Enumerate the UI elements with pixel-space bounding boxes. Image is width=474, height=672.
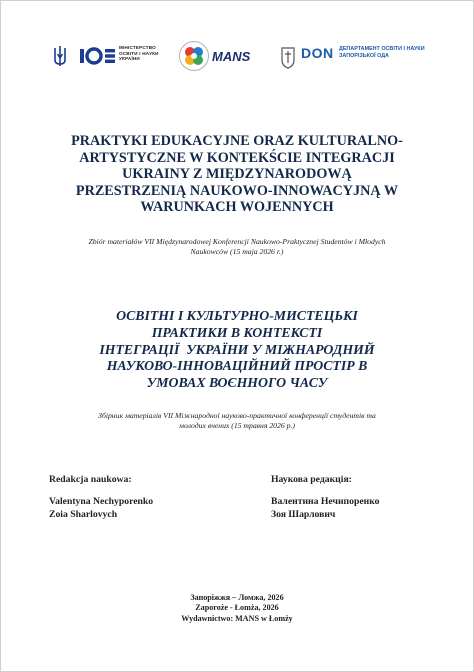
title-ukrainian: ОСВІТНІ І КУЛЬТУРНО-МИСТЕЦЬКІ ПРАКТИКИ В КОНТЕКСТІ ІНТЕГРАЦІЇ УКРАЇНИ У МІЖНАРОДНИЙ НАУКОВО-ІННОВАЦІЙНИЙ ПРОСТІР В УМОВАХ ВОЄННОГО ЧАСУ bbox=[99, 308, 375, 391]
imprint-publisher: Wydawnictwo: MANS w Łomży bbox=[181, 613, 293, 623]
mans-logo-text: MANS bbox=[212, 49, 251, 64]
title-polish: PRAKTYKI EDUKACYJNE ORAZ KULTURALNO- ARTYSTYCZNE W KONTEKŚCIE INTEGRACJI UKRAINY Z MIĘDZYNARODOWĄ PRZESTRZENIĄ NAUKOWO-INNOWACYJNĄ W WARUNKACH WOJENNYCH bbox=[71, 133, 403, 216]
editors-ukrainian bbox=[271, 473, 380, 522]
editor-name: Валентина Нечипоренко bbox=[271, 495, 380, 507]
editors-polish bbox=[49, 473, 153, 522]
editor-name: Valentyna Nechyporenko bbox=[49, 495, 154, 507]
logo-bar bbox=[0, 40, 474, 72]
editors-label-polish: Redakcja naukowa: bbox=[49, 474, 132, 485]
editor-name: Zoia Sharlovych bbox=[49, 509, 118, 520]
imprint bbox=[0, 593, 474, 624]
editors-label-ukrainian: Наукова редакція: bbox=[271, 474, 352, 485]
oblast-emblem-icon bbox=[279, 40, 297, 72]
don-logo-text: DON bbox=[301, 45, 334, 61]
mans-emblem-icon bbox=[178, 40, 210, 72]
subtitle-polish: Zbiór materiałów VII Międzynarodowej Konferencji Naukowo-Praktycznej Studentów i Młodych Naukowców (15 maja 2026 r.) bbox=[88, 237, 386, 257]
imprint-place-ukrainian: Запоріжжя – Ломжа, 2026 bbox=[190, 593, 284, 602]
imprint-place-polish: Zaporoże - Łomża, 2026 bbox=[195, 603, 279, 613]
subtitle-ukrainian: Збірник матеріалів VII Міжнародної науково-практичної конференції студентів та молодих вчених (15 травня 2026 р.) bbox=[98, 411, 376, 431]
ministry-name: МІНІСТЕРСТВО ОСВІТИ І НАУКИ УКРАЇНИ bbox=[119, 45, 159, 62]
department-name: ДЕПАРТАМЕНТ ОСВІТИ І НАУКИ ЗАПОРІЗЬКОЇ ОДА bbox=[339, 46, 425, 59]
ministry-logo-icon bbox=[79, 40, 117, 72]
trident-icon bbox=[52, 40, 68, 72]
editor-name: Зоя Шарлович bbox=[271, 509, 336, 520]
